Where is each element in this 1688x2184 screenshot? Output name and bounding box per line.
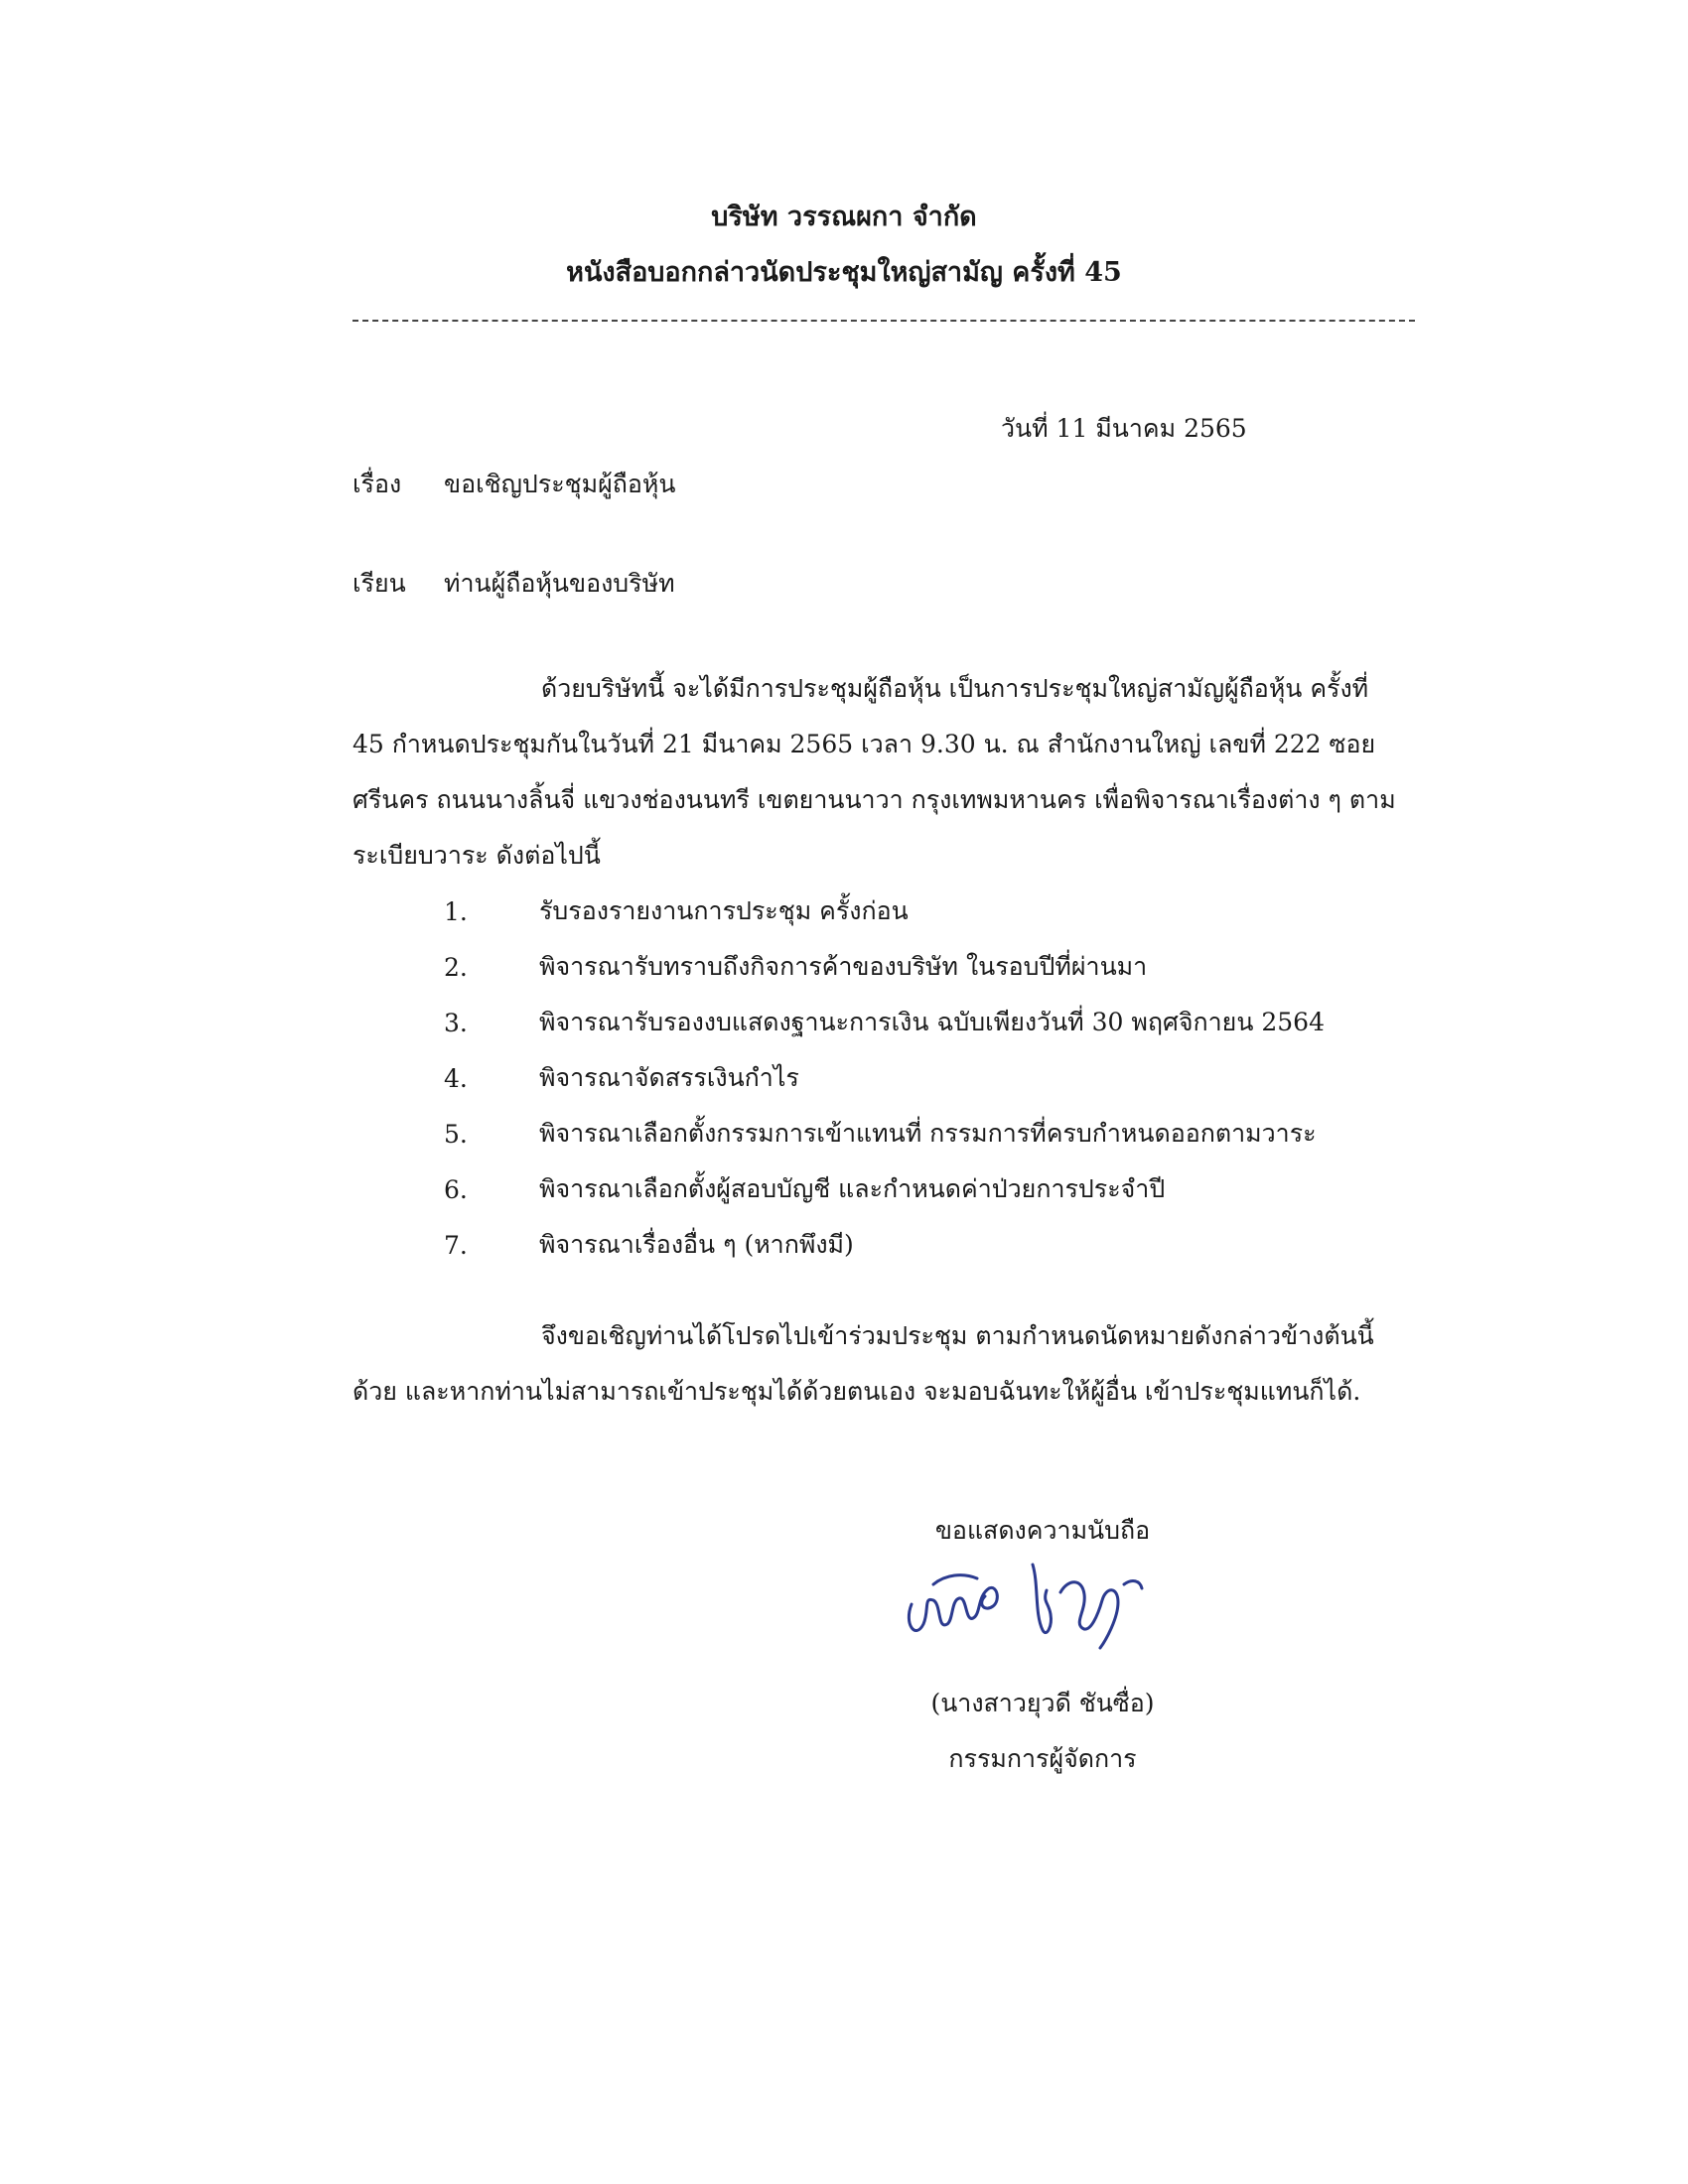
agenda-item xyxy=(444,1106,1325,1161)
agenda-number: 4. xyxy=(444,1063,468,1093)
agenda-item xyxy=(444,884,1325,939)
closing-regards: ขอแสดงความนับถือ xyxy=(934,1516,1151,1545)
paragraph-line: ระเบียบวาระ ดังต่อไปนี้ xyxy=(352,841,601,870)
recipient-label: เรียน xyxy=(352,569,406,598)
agenda-number: 1. xyxy=(444,896,468,926)
body-paragraph-1 xyxy=(352,661,1415,884)
signature-strokes xyxy=(909,1565,1142,1648)
recipient-text: ท่านผู้ถือหุ้นของบริษัท xyxy=(444,569,675,598)
recipient-line xyxy=(352,564,675,604)
agenda-item xyxy=(444,1217,1325,1273)
paragraph-line: ด้วย และหากท่านไม่สามารถเข้าประชุมได้ด้วยตนเอง จะมอบฉันทะให้ผู้อื่น เข้าประชุมแทนก็ได้. xyxy=(352,1377,1361,1406)
paragraph-line: ศรีนคร ถนนนางลิ้นจี่ แขวงช่องนนทรี เขตยานนาวา กรุงเทพมหานคร เพื่อพิจารณาเรื่องต่าง ๆ ตาม xyxy=(352,785,1396,814)
header-divider xyxy=(352,320,1415,322)
signatory-position: กรรมการผู้จัดการ xyxy=(948,1744,1137,1773)
document-date: วันที่ 11 มีนาคม 2565 xyxy=(1001,414,1247,443)
paragraph-line: 45 กำหนดประชุมกันในวันที่ 21 มีนาคม 2565 เวลา 9.30 น. ณ สำนักงานใหญ่ เลขที่ 222 ซอย xyxy=(352,730,1376,758)
agenda-number: 6. xyxy=(444,1174,468,1204)
agenda-text: พิจารณารับรองงบแสดงฐานะการเงิน ฉบับเพียงวันที่ 30 พฤศจิกายน 2564 xyxy=(539,1008,1325,1036)
agenda-text: พิจารณาจัดสรรเงินกำไร xyxy=(539,1063,799,1092)
agenda-number: 5. xyxy=(444,1119,468,1149)
agenda-item xyxy=(444,995,1325,1050)
agenda-text: รับรองรายงานการประชุม ครั้งก่อน xyxy=(539,896,909,925)
agenda-text: พิจารณาเลือกตั้งผู้สอบบัญชี และกำหนดค่าป่วยการประจำปี xyxy=(539,1174,1166,1203)
agenda-text: พิจารณารับทราบถึงกิจการค้าของบริษัท ในรอบปีที่ผ่านมา xyxy=(539,952,1148,981)
subject-line xyxy=(352,465,675,504)
agenda-number: 7. xyxy=(444,1230,468,1260)
agenda-item xyxy=(444,939,1325,995)
subject-label: เรื่อง xyxy=(352,470,402,498)
paragraph-line: จึงขอเชิญท่านได้โปรดไปเข้าร่วมประชุม ตามกำหนดนัดหมายดังกล่าวข้างต้นนี้ xyxy=(541,1321,1374,1350)
body-paragraph-2 xyxy=(352,1308,1415,1420)
agenda-item xyxy=(444,1050,1325,1106)
agenda-text: พิจารณาเลือกตั้งกรรมการเข้าแทนที่ กรรมการที่ครบกำหนดออกตามวาระ xyxy=(539,1119,1317,1148)
agenda-number: 2. xyxy=(444,952,468,982)
agenda-list xyxy=(444,884,1325,1273)
document-title: หนังสือบอกกล่าวนัดประชุมใหญ่สามัญ ครั้งที่ 45 xyxy=(566,257,1122,288)
subject-text: ขอเชิญประชุมผู้ถือหุ้น xyxy=(444,470,676,498)
agenda-item xyxy=(444,1161,1325,1217)
company-name: บริษัท วรรณผกา จำกัด xyxy=(711,202,977,232)
signature-image xyxy=(894,1545,1152,1654)
agenda-text: พิจารณาเรื่องอื่น ๆ (หากพึงมี) xyxy=(539,1230,854,1259)
agenda-number: 3. xyxy=(444,1008,468,1037)
paragraph-line: ด้วยบริษัทนี้ จะได้มีการประชุมผู้ถือหุ้น เป็นการประชุมใหญ่สามัญผู้ถือหุ้น ครั้งที่ xyxy=(541,674,1369,703)
signatory-name: (นางสาวยุวดี ชันซื่อ) xyxy=(930,1689,1155,1717)
